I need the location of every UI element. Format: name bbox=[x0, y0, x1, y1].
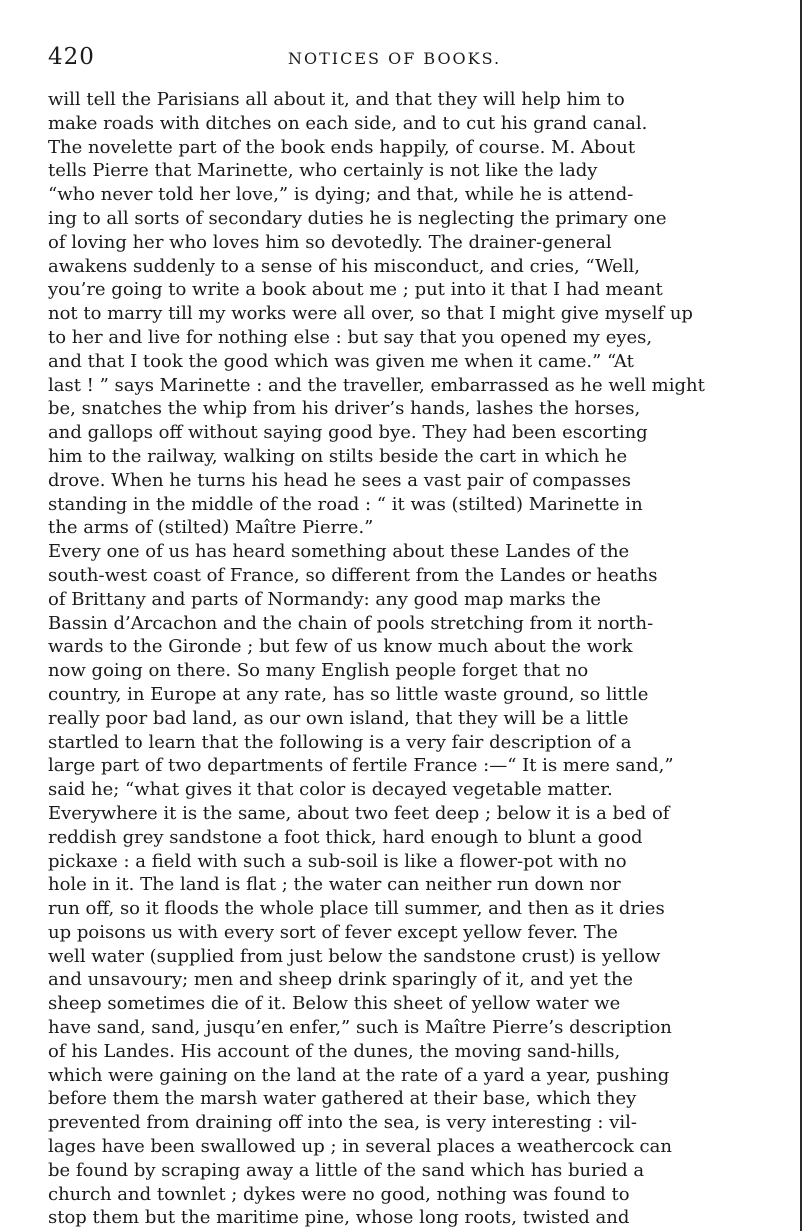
body-text bbox=[48, 88, 760, 1230]
paragraph: The novelette part of the book ends happily, of course. M. About tells Pierre that Marinette, who certainly is not like the lady “who never told her love,” is dying; and that, while he is attend- ing to all sorts of secondary duties he is neglecting the primary one of loving her who loves him so devotedly. The drainer-general awakens suddenly to a sense of his misconduct, and cries, “Well, you’re going to write a book about me ; put into it that I had meant not to marry till my works were all over, so that I might give myself up to her and live for nothing else : but say that you opened my eyes, and that I took the good which was given me when it came.” “At last ! ” says Marinette : and the traveller, embarrassed as he well might be, snatches the whip from his driver’s hands, lashes the horses, and gallops off without saying good bye. They had been escorting him to the railway, walking on stilts beside the cart in which he drove. When he turns his head he sees a vast pair of compasses standing in the middle of the road : “ it was (stilted) Marinette in the arms of (stilted) Maître Pierre.” bbox=[48, 136, 705, 539]
running-title: NOTICES OF BOOKS. bbox=[288, 49, 502, 68]
paragraph: Every one of us has heard something about these Landes of the south-west coast of France, so different from the Landes or heaths of Brittany and parts of Normandy: any good map marks the Bassin d’Arcachon and the chain of pools stretching from it north- wards to the Gironde ; but few of us know much about the work now going on there. So many English people forget that no country, in Europe at any rate, has so little waste ground, so little really poor bad land, as our own island, that they will be a little startled to learn that the following is a very fair description of a large part of two departments of fertile France :—“ It is mere sand,” said he; “what gives it that color is decayed vegetable matter. Everywhere it is the same, about two feet deep ; below it is a bed of reddish grey sandstone a foot thick, hard enough to blunt a good pickaxe : a field with such a sub-soil is like a flower-pot with no hole in it. The land is flat ; the water can neither run down nor run off, so it floods the whole place till summer, and then as it dries up poisons us with every sort of fever except yellow fever. The well water (supplied from just below the sandstone crust) is yellow and unsavoury; men and sheep drink sparingly of it, and yet the sheep sometimes die of it. Below this sheet of yellow water we have sand, sand, jusqu’en enfer,” such is Maître Pierre’s description of his Landes. His account of the dunes, the moving sand-hills, which were gaining on the land at the rate of a yard a year, pushing before them the marsh water gathered at their base, which they prevented from draining off into the sea, is very interesting : vil- lages have been swallowed up ; in several places a weathercock can be found by scraping away a little of the sand which has buried a church and townlet ; dykes were no good, nothing was found to stop them but the maritime pine, whose long roots, twisted and bbox=[48, 541, 674, 1229]
page-number: 420 bbox=[48, 44, 95, 70]
page-header bbox=[48, 44, 760, 74]
paragraph: will tell the Parisians all about it, and that they will help him to make roads with ditches on each side, and to cut his grand canal. bbox=[48, 89, 648, 134]
